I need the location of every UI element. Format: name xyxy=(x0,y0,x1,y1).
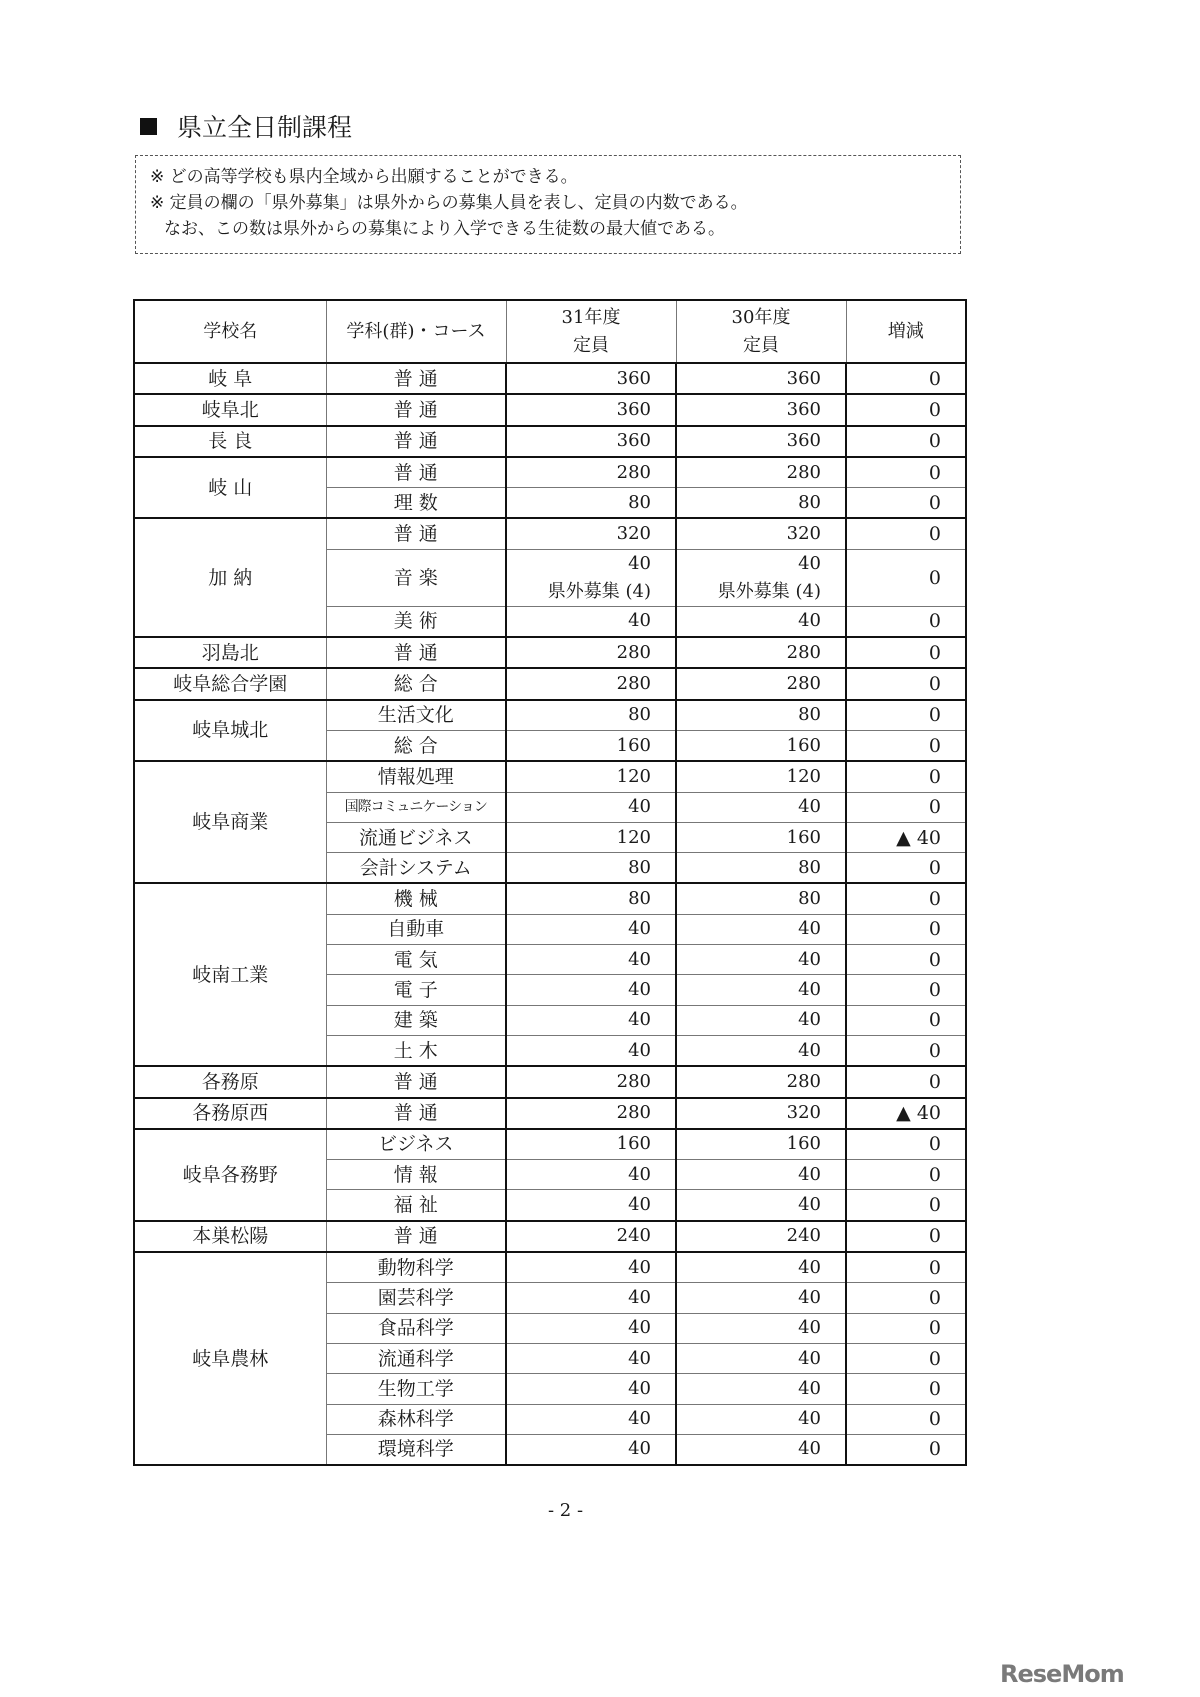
table-row xyxy=(134,761,966,792)
note-line: ※ 定員の欄の「県外募集」は県外からの募集人員を表し、定員の内数である。 xyxy=(150,193,748,213)
cap30-cell: 40 xyxy=(676,1005,846,1035)
diff-cell: ▲ 40 xyxy=(846,1098,966,1129)
course-cell: 流通ビジネス xyxy=(326,822,506,852)
header-course: 学科(群)・コース xyxy=(326,300,506,363)
header-school: 学校名 xyxy=(134,300,326,363)
cap31-cell: 40 xyxy=(506,606,676,637)
cap31-cell: 360 xyxy=(506,426,676,457)
diff-cell: 0 xyxy=(846,853,966,884)
cap30-cell: 40 xyxy=(676,1160,846,1190)
course-cell: 電 気 xyxy=(326,945,506,975)
course-cell: 美 術 xyxy=(326,606,506,637)
school-name-cell: 加 納 xyxy=(134,518,326,637)
school-name-cell: 岐阜城北 xyxy=(134,700,326,762)
cap30-cell: 280 xyxy=(676,637,846,668)
diff-cell: 0 xyxy=(846,914,966,944)
cap30-cell: 40 xyxy=(676,1252,846,1283)
school-name-cell: 岐南工業 xyxy=(134,883,326,1066)
cap31-cell: 160 xyxy=(506,730,676,761)
table-row xyxy=(134,883,966,914)
course-cell: 理 数 xyxy=(326,488,506,519)
square-bullet-icon xyxy=(140,118,157,135)
cap31-cell: 40 xyxy=(506,975,676,1005)
diff-cell: 0 xyxy=(846,700,966,731)
course-cell: 普 通 xyxy=(326,394,506,425)
diff-cell: 0 xyxy=(846,637,966,668)
table-row xyxy=(134,1221,966,1252)
cap31-cell: 360 xyxy=(506,394,676,425)
diff-cell: 0 xyxy=(846,1404,966,1434)
course-cell: 普 通 xyxy=(326,637,506,668)
cap31-cell: 280 xyxy=(506,637,676,668)
resemom-watermark: ReseMom xyxy=(1000,1660,1124,1688)
course-cell: 国際コミュニケーション xyxy=(326,792,506,822)
course-cell: 普 通 xyxy=(326,1066,506,1097)
diff-cell: 0 xyxy=(846,975,966,1005)
cap30-cell: 160 xyxy=(676,1129,846,1160)
school-name-cell: 岐阜総合学園 xyxy=(134,668,326,699)
cap31-cell: 80 xyxy=(506,853,676,884)
course-cell: 普 通 xyxy=(326,1098,506,1129)
cap31-cell: 40 xyxy=(506,1404,676,1434)
cap31-cell: 40 xyxy=(506,1313,676,1343)
cap30-cell: 160 xyxy=(676,822,846,852)
cap31-cell: 80 xyxy=(506,488,676,519)
diff-cell: 0 xyxy=(846,1160,966,1190)
cap30-cell: 40 xyxy=(676,1374,846,1404)
cap31-cell: 280 xyxy=(506,1098,676,1129)
course-cell: 生物工学 xyxy=(326,1374,506,1404)
table-header-row xyxy=(134,300,966,363)
table-row xyxy=(134,394,966,425)
cap30-cell: 80 xyxy=(676,700,846,731)
cap30-cell: 360 xyxy=(676,363,846,394)
school-name-cell: 本巣松陽 xyxy=(134,1221,326,1252)
out-of-prefecture-quota: 県外募集 (4) xyxy=(717,580,821,602)
cap31-cell: 160 xyxy=(506,1129,676,1160)
course-cell: 土 木 xyxy=(326,1035,506,1066)
cap31-cell: 40 xyxy=(506,1160,676,1190)
cap31-cell: 40 xyxy=(506,1283,676,1313)
cap31-cell: 120 xyxy=(506,822,676,852)
course-cell: 普 通 xyxy=(326,457,506,488)
cap30-cell: 240 xyxy=(676,1221,846,1252)
cap31-cell: 40 xyxy=(506,1434,676,1465)
cap31-cell: 40 xyxy=(506,914,676,944)
table-row xyxy=(134,1252,966,1283)
course-cell: 音 楽 xyxy=(326,549,506,606)
school-name-cell: 岐阜商業 xyxy=(134,761,326,883)
header-diff: 増減 xyxy=(846,300,966,363)
note-line: ※ どの高等学校も県内全域から出願することができる。 xyxy=(150,167,578,187)
course-cell: 普 通 xyxy=(326,363,506,394)
cap30-cell: 360 xyxy=(676,426,846,457)
school-name-cell: 各務原 xyxy=(134,1066,326,1097)
cap31-cell: 360 xyxy=(506,363,676,394)
cap31-cell: 280 xyxy=(506,457,676,488)
cap30-cell: 80 xyxy=(676,883,846,914)
diff-cell: 0 xyxy=(846,1252,966,1283)
diff-cell: 0 xyxy=(846,945,966,975)
cap31-cell: 40 xyxy=(506,1190,676,1221)
course-cell: 生活文化 xyxy=(326,700,506,731)
table-row xyxy=(134,1129,966,1160)
cap31-cell: 40 xyxy=(506,1252,676,1283)
cap31-cell: 280 xyxy=(506,668,676,699)
school-name-cell: 各務原西 xyxy=(134,1098,326,1129)
cap31-cell: 40 xyxy=(506,1035,676,1066)
table-row xyxy=(134,668,966,699)
course-cell: 自動車 xyxy=(326,914,506,944)
notes-box xyxy=(135,155,961,254)
diff-cell: 0 xyxy=(846,549,966,606)
table-row xyxy=(134,363,966,394)
diff-cell: 0 xyxy=(846,883,966,914)
diff-cell: 0 xyxy=(846,761,966,792)
course-cell: 総 合 xyxy=(326,668,506,699)
course-cell: 食品科学 xyxy=(326,1313,506,1343)
course-cell: 環境科学 xyxy=(326,1434,506,1465)
diff-cell: 0 xyxy=(846,1066,966,1097)
diff-cell: 0 xyxy=(846,730,966,761)
cap30-cell: 280 xyxy=(676,457,846,488)
diff-cell: 0 xyxy=(846,518,966,549)
cap30-cell: 40 xyxy=(676,1283,846,1313)
section-title: 県立全日制課程 xyxy=(177,113,353,142)
course-cell: 森林科学 xyxy=(326,1404,506,1434)
diff-cell: 0 xyxy=(846,1221,966,1252)
diff-cell: 0 xyxy=(846,1190,966,1221)
cap31-cell: 240 xyxy=(506,1221,676,1252)
diff-cell: 0 xyxy=(846,1313,966,1343)
course-cell: 機 械 xyxy=(326,883,506,914)
cap31-cell: 40 xyxy=(506,1343,676,1373)
course-cell: 会計システム xyxy=(326,853,506,884)
course-cell: 情報処理 xyxy=(326,761,506,792)
course-cell: 電 子 xyxy=(326,975,506,1005)
enrollment-capacity-table xyxy=(133,299,967,1466)
cap30-cell: 120 xyxy=(676,761,846,792)
diff-cell: 0 xyxy=(846,457,966,488)
course-cell: 建 築 xyxy=(326,1005,506,1035)
cap30-cell: 80 xyxy=(676,853,846,884)
cap31-cell: 120 xyxy=(506,761,676,792)
school-name-cell: 岐阜北 xyxy=(134,394,326,425)
cap31-cell: 280 xyxy=(506,1066,676,1097)
diff-cell: 0 xyxy=(846,394,966,425)
cap30-cell: 40 xyxy=(676,975,846,1005)
course-cell: 総 合 xyxy=(326,730,506,761)
cap30-cell: 40 xyxy=(676,1035,846,1066)
course-cell: 普 通 xyxy=(326,1221,506,1252)
note-line: なお、この数は県外からの募集により入学できる生徒数の最大値である。 xyxy=(164,219,725,239)
cap31-cell: 320 xyxy=(506,518,676,549)
table-row xyxy=(134,1066,966,1097)
cap30-cell: 280 xyxy=(676,668,846,699)
course-cell: 情 報 xyxy=(326,1160,506,1190)
table-row xyxy=(134,518,966,549)
course-cell: 動物科学 xyxy=(326,1252,506,1283)
table-row xyxy=(134,426,966,457)
table-row xyxy=(134,637,966,668)
cap30-cell: 80 xyxy=(676,488,846,519)
cap31-cell: 40 xyxy=(506,792,676,822)
school-name-cell: 岐 山 xyxy=(134,457,326,519)
diff-cell: 0 xyxy=(846,1374,966,1404)
diff-cell: 0 xyxy=(846,668,966,699)
cap30-cell: 40 xyxy=(676,1190,846,1221)
cap30-cell: 320 xyxy=(676,518,846,549)
cap30-cell: 40 xyxy=(676,1313,846,1343)
school-name-cell: 羽島北 xyxy=(134,637,326,668)
course-cell: 流通科学 xyxy=(326,1343,506,1373)
out-of-prefecture-quota: 県外募集 (4) xyxy=(547,580,651,602)
cap30-cell: 40 xyxy=(676,1404,846,1434)
cap30-cell: 40 xyxy=(676,792,846,822)
diff-cell: 0 xyxy=(846,1005,966,1035)
cap30-cell: 160 xyxy=(676,730,846,761)
course-cell: 普 通 xyxy=(326,518,506,549)
school-name-cell: 岐阜農林 xyxy=(134,1252,326,1465)
header-cap30: 30年度 定員 xyxy=(676,300,846,363)
diff-cell: 0 xyxy=(846,1283,966,1313)
page-number: - 2 - xyxy=(548,1500,584,1521)
cap30-cell: 40 xyxy=(676,914,846,944)
cap30-cell: 320 xyxy=(676,1098,846,1129)
school-name-cell: 岐 阜 xyxy=(134,363,326,394)
cap30-cell: 40 xyxy=(676,1343,846,1373)
cap31-cell: 80 xyxy=(506,700,676,731)
section-heading xyxy=(140,108,352,144)
cap30-cell: 40 xyxy=(676,945,846,975)
course-cell: 園芸科学 xyxy=(326,1283,506,1313)
diff-cell: 0 xyxy=(846,606,966,637)
table-row xyxy=(134,700,966,731)
diff-cell: 0 xyxy=(846,426,966,457)
cap31-cell: 40 xyxy=(506,1374,676,1404)
cap31-cell: 80 xyxy=(506,883,676,914)
cap30-cell: 40 xyxy=(676,1434,846,1465)
cap30-cell: 40 xyxy=(676,606,846,637)
cap31-cell: 40 xyxy=(506,945,676,975)
diff-cell: ▲ 40 xyxy=(846,822,966,852)
table-row xyxy=(134,1098,966,1129)
header-cap31: 31年度 定員 xyxy=(506,300,676,363)
diff-cell: 0 xyxy=(846,1035,966,1066)
diff-cell: 0 xyxy=(846,792,966,822)
cap31-cell: 40 xyxy=(506,1005,676,1035)
cap30-cell: 280 xyxy=(676,1066,846,1097)
diff-cell: 0 xyxy=(846,1343,966,1373)
diff-cell: 0 xyxy=(846,488,966,519)
diff-cell: 0 xyxy=(846,1129,966,1160)
school-name-cell: 長 良 xyxy=(134,426,326,457)
cap30-cell: 40 県外募集 (4) xyxy=(676,549,846,606)
diff-cell: 0 xyxy=(846,1434,966,1465)
course-cell: 福 祉 xyxy=(326,1190,506,1221)
cap30-cell: 360 xyxy=(676,394,846,425)
school-name-cell: 岐阜各務野 xyxy=(134,1129,326,1221)
course-cell: 普 通 xyxy=(326,426,506,457)
table-row xyxy=(134,457,966,488)
course-cell: ビジネス xyxy=(326,1129,506,1160)
diff-cell: 0 xyxy=(846,363,966,394)
cap31-cell: 40 県外募集 (4) xyxy=(506,549,676,606)
